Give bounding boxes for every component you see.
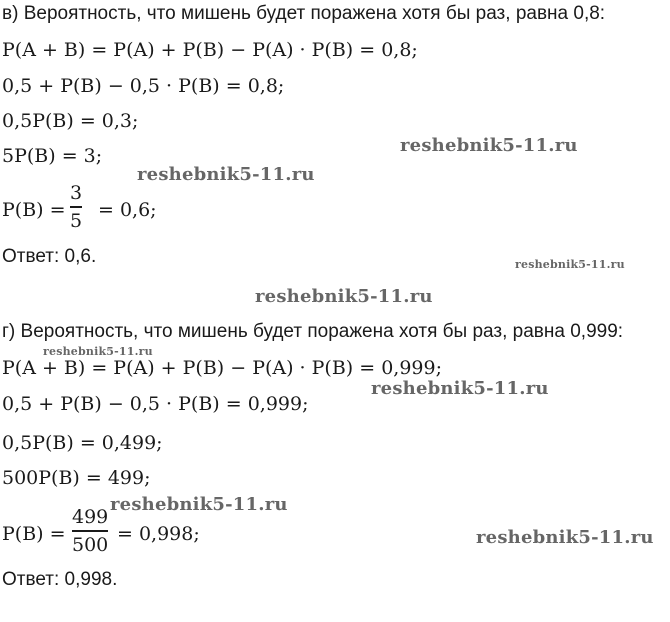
part-g-header: г) Вероятность, что мишень будет поражена хотя бы раз, равна 0,999: — [2, 321, 624, 342]
fraction-bar — [72, 530, 108, 532]
part-v-answer: Ответ: 0,6. — [2, 246, 97, 267]
part-v-fraction-numerator: 3 — [70, 182, 83, 204]
fraction-bar — [70, 206, 82, 208]
watermark: reshebnik5-11.ru — [43, 345, 153, 358]
part-v-equation-1: P(A + B) = P(A) + P(B) − P(A) · P(B) = 0,8; — [2, 39, 418, 61]
part-v-equation-4: 5P(B) = 3; — [2, 145, 103, 167]
watermark: reshebnik5-11.ru — [400, 135, 578, 156]
part-g-answer: Ответ: 0,998. — [2, 569, 118, 590]
watermark: reshebnik5-11.ru — [255, 286, 433, 307]
part-g-equation-5-right: = 0,998; — [117, 523, 200, 545]
part-g-equation-5-left: P(B) = — [2, 523, 66, 545]
part-g-fraction — [72, 505, 108, 557]
part-g-fraction-denominator: 500 — [72, 533, 109, 556]
part-g-equation-3: 0,5P(B) = 0,499; — [2, 432, 163, 454]
part-v-equation-2: 0,5 + P(B) − 0,5 · P(B) = 0,8; — [2, 75, 285, 97]
part-v-equation-3: 0,5P(B) = 0,3; — [2, 110, 139, 132]
part-v-equation-5-left: P(B) = — [2, 199, 66, 221]
part-g-equation-2: 0,5 + P(B) − 0,5 · P(B) = 0,999; — [2, 393, 309, 415]
watermark: reshebnik5-11.ru — [515, 258, 625, 271]
part-g-equation-4: 500P(B) = 499; — [2, 467, 151, 489]
part-v-equation-5-right: = 0,6; — [98, 199, 157, 221]
watermark: reshebnik5-11.ru — [137, 164, 315, 185]
part-v-header: в) Вероятность, что мишень будет поражена хотя бы раз, равна 0,8: — [2, 3, 606, 24]
part-g-equation-1: P(A + B) = P(A) + P(B) − P(A) · P(B) = 0,999; — [2, 357, 443, 379]
part-v-fraction — [70, 181, 82, 233]
part-g-fraction-numerator: 499 — [72, 506, 109, 528]
part-v-fraction-denominator: 5 — [70, 209, 83, 232]
watermark: reshebnik5-11.ru — [476, 527, 654, 548]
watermark: reshebnik5-11.ru — [371, 378, 549, 399]
watermark: reshebnik5-11.ru — [110, 494, 288, 515]
